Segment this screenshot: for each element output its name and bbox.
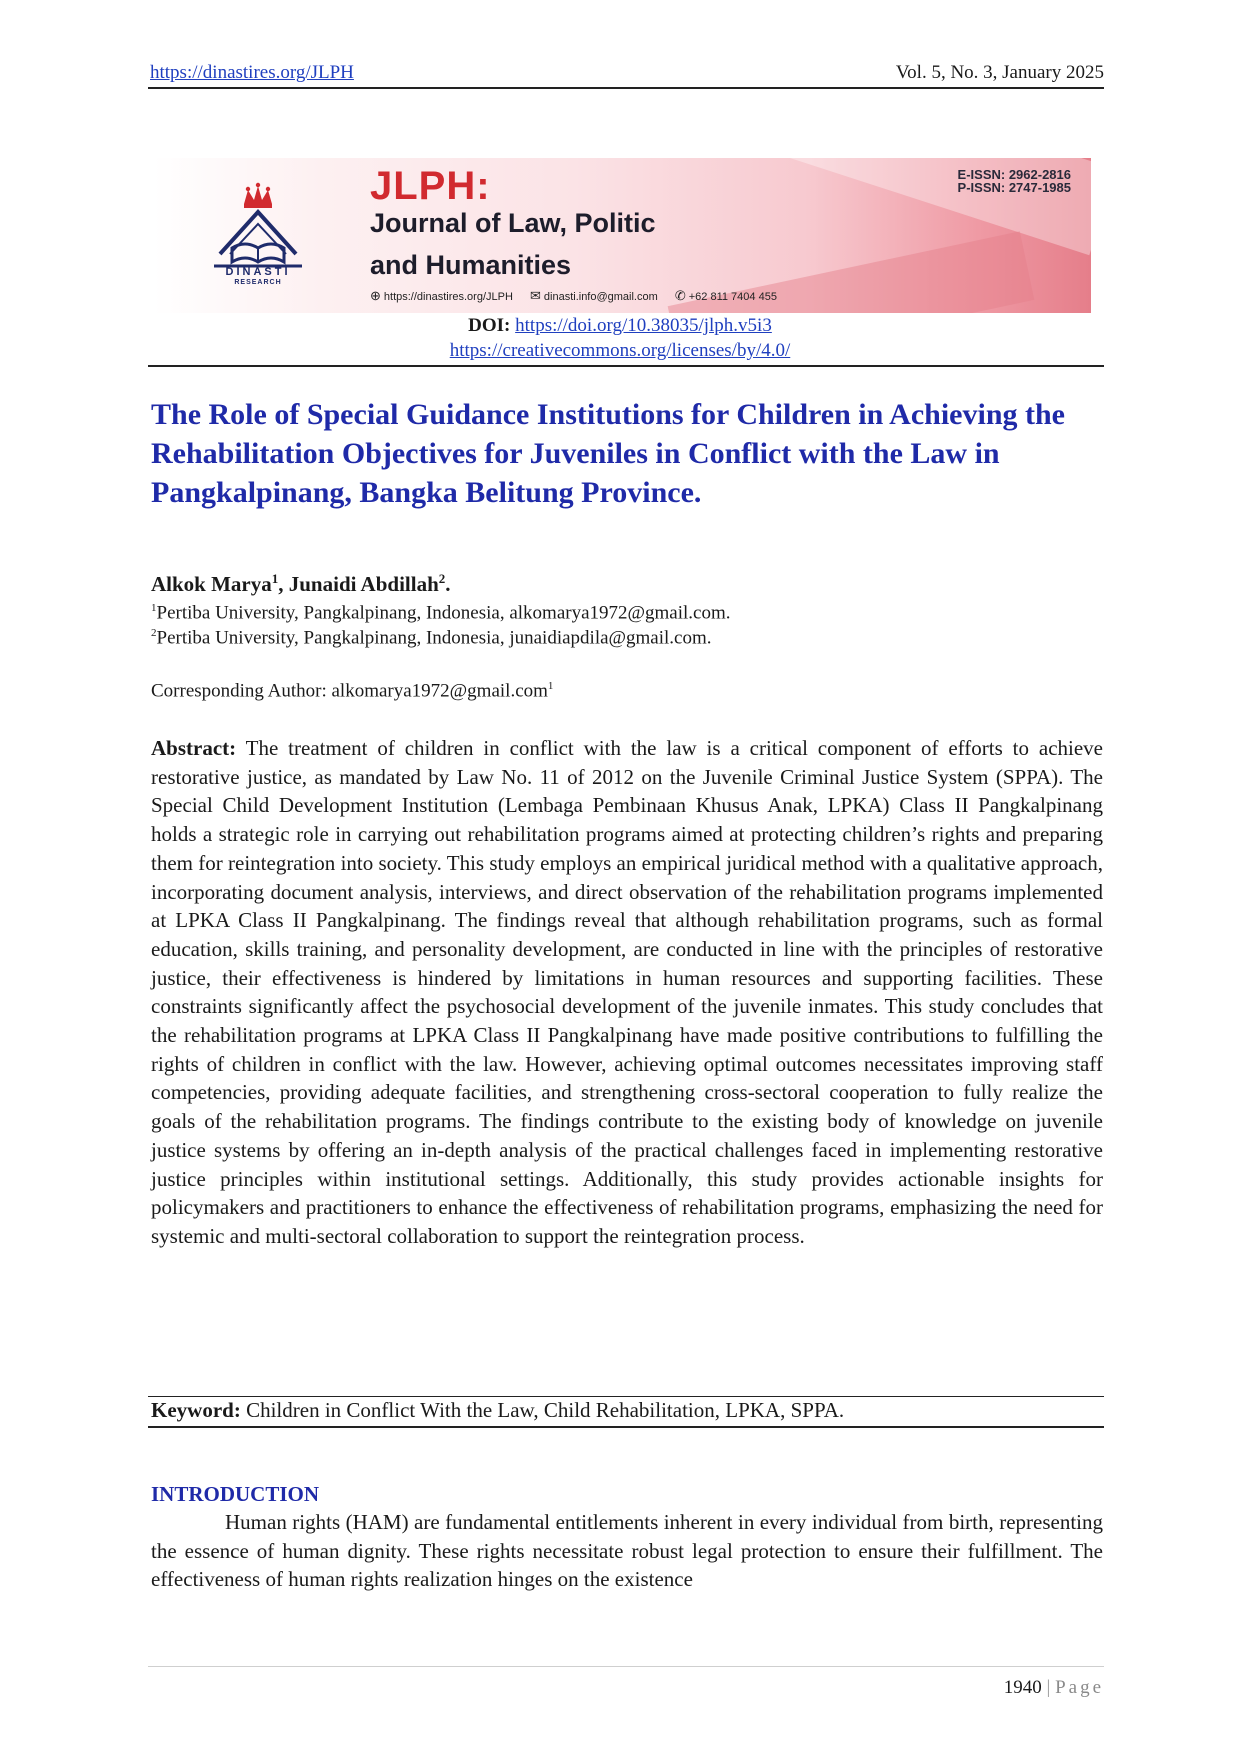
- pissn: P-ISSN: 2747-1985: [957, 180, 1071, 195]
- page-number: 1940: [1003, 1677, 1042, 1698]
- article-title: The Role of Special Guidance Institutions for Children in Achieving the Rehabilitation Objectives for Juveniles in Conflict with the Law in Pangkalpinang, Bangka Belitung Province.: [151, 398, 1065, 509]
- page-footer: 1940 | Page: [1003, 1677, 1104, 1698]
- abstract-paragraph: [151, 734, 1103, 1251]
- keyword-bottom-divider: [148, 1426, 1104, 1428]
- license-link[interactable]: https://creativecommons.org/licenses/by/4.0/: [449, 340, 791, 361]
- keywords-line: [151, 1398, 844, 1423]
- volume-info: Vol. 5, No. 3, January 2025: [895, 62, 1104, 83]
- banner-email: ✉ dinasti.info@gmail.com: [529, 288, 658, 303]
- author-name: Alkok Marya: [151, 572, 272, 596]
- banner-phone: ✆ +62 811 7404 455: [674, 288, 777, 303]
- logo-subname: RESEARCH: [234, 279, 282, 286]
- envelope-icon: ✉: [529, 288, 541, 303]
- introduction-paragraph: Human rights (HAM) are fundamental entitlements inherent in every individual from birth, representing the essence of human dignity. These rights necessitate robust legal protection to ensure their fulfillment. The effectiveness of human rights realization hinges on the existence: [151, 1510, 1103, 1592]
- abstract-text: The treatment of children in conflict with the law is a critical component of efforts to achieve restorative justice, as mandated by Law No. 11 of 2012 on the Juvenile Criminal Justice System (SPPA). The Special Child Development Institution (Lembaga Pembinaan Khusus Anak, LPKA) Class II Pangkalpinang holds a strategic role in carrying out rehabilitation programs aimed at protecting children’s rights and preparing them for reintegration into society. This study employs an empirical juridical method with a qualitative approach, incorporating document analysis, interviews, and direct observation of the rehabilitation programs implemented at LPKA Class II Pangkalpinang. The findings reveal that although rehabilitation programs, such as formal education, skills training, and personality development, are conducted in line with the principles of restorative justice, their effectiveness is hindered by limitations in human resources and supporting facilities. These constraints significantly affect the psychosocial development of the juvenile inmates. This study concludes that the rehabilitation programs at LPKA Class II Pangkalpinang have made positive contributions to fulfilling the rights of children in conflict with the law. However, achieving optimal outcomes necessitates improving staff competencies, providing adequate facilities, and strengthening cross-sectoral cooperation to fully realize the goals of the rehabilitation programs. The findings contribute to the existing body of knowledge on juvenile justice systems by offering an in-depth analysis of the practical challenges faced in implementing restorative justice principles within institutional settings. Additionally, this study provides actionable insights for policymakers and practitioners to enhance the effectiveness of rehabilitation programs, emphasizing the need for systemic and multi-sectoral collaboration to support the reintegration process.: [151, 736, 1103, 1248]
- footer-divider: [148, 1666, 1104, 1667]
- running-header: [150, 62, 1104, 86]
- corresponding-author: Corresponding Author: alkomarya1972@gmail.com$^1$: [151, 680, 554, 702]
- logo-wordmark: [213, 266, 303, 286]
- doi-divider: [148, 365, 1104, 367]
- affiliation-2: $^2$Pertiba University, Pangkalpinang, Indonesia, junaidiapdila@gmail.com.: [151, 627, 712, 649]
- journal-name-line2: and Humanities: [370, 250, 572, 280]
- keyword-list: Children in Conflict With the Law, Child Rehabilitation, LPKA, SPPA.: [246, 1398, 845, 1422]
- journal-banner: [153, 158, 1091, 313]
- banner-website: ⊕ https://dinastires.org/JLPH: [370, 288, 513, 303]
- banner-contacts: [370, 288, 791, 304]
- affiliation-1: $^1$Pertiba University, Pangkalpinang, Indonesia, alkomarya1972@gmail.com.: [151, 602, 731, 624]
- abstract-label: Abstract:: [151, 736, 237, 760]
- eissn: E-ISSN: 2962-2816: [957, 167, 1071, 182]
- journal-name-line1: Journal of Law, Politic: [370, 208, 656, 238]
- globe-icon: ⊕: [370, 288, 381, 303]
- journal-abbreviation: JLPH:: [370, 164, 491, 208]
- section-heading-introduction: INTRODUCTION: [151, 1482, 320, 1506]
- keyword-label: Keyword:: [151, 1398, 241, 1422]
- whatsapp-phone-icon: ✆: [674, 288, 686, 303]
- logo-name: DINASTI: [225, 266, 291, 278]
- page-label: Page: [1055, 1677, 1104, 1698]
- author-list: Alkok Marya$^1$, Junaidi Abdillah$^2$.: [151, 571, 451, 596]
- header-divider: [148, 87, 1104, 89]
- doi-line: [0, 315, 1240, 337]
- license-line: [0, 340, 1240, 362]
- doi-link[interactable]: https://doi.org/10.38035/jlph.v5i3: [515, 315, 772, 336]
- issn-block: [958, 168, 1071, 194]
- keyword-top-divider: [148, 1396, 1104, 1397]
- author-name: Junaidi Abdillah: [288, 572, 439, 596]
- doi-label: DOI:: [468, 315, 511, 336]
- journal-url-link[interactable]: https://dinastires.org/JLPH: [150, 62, 354, 83]
